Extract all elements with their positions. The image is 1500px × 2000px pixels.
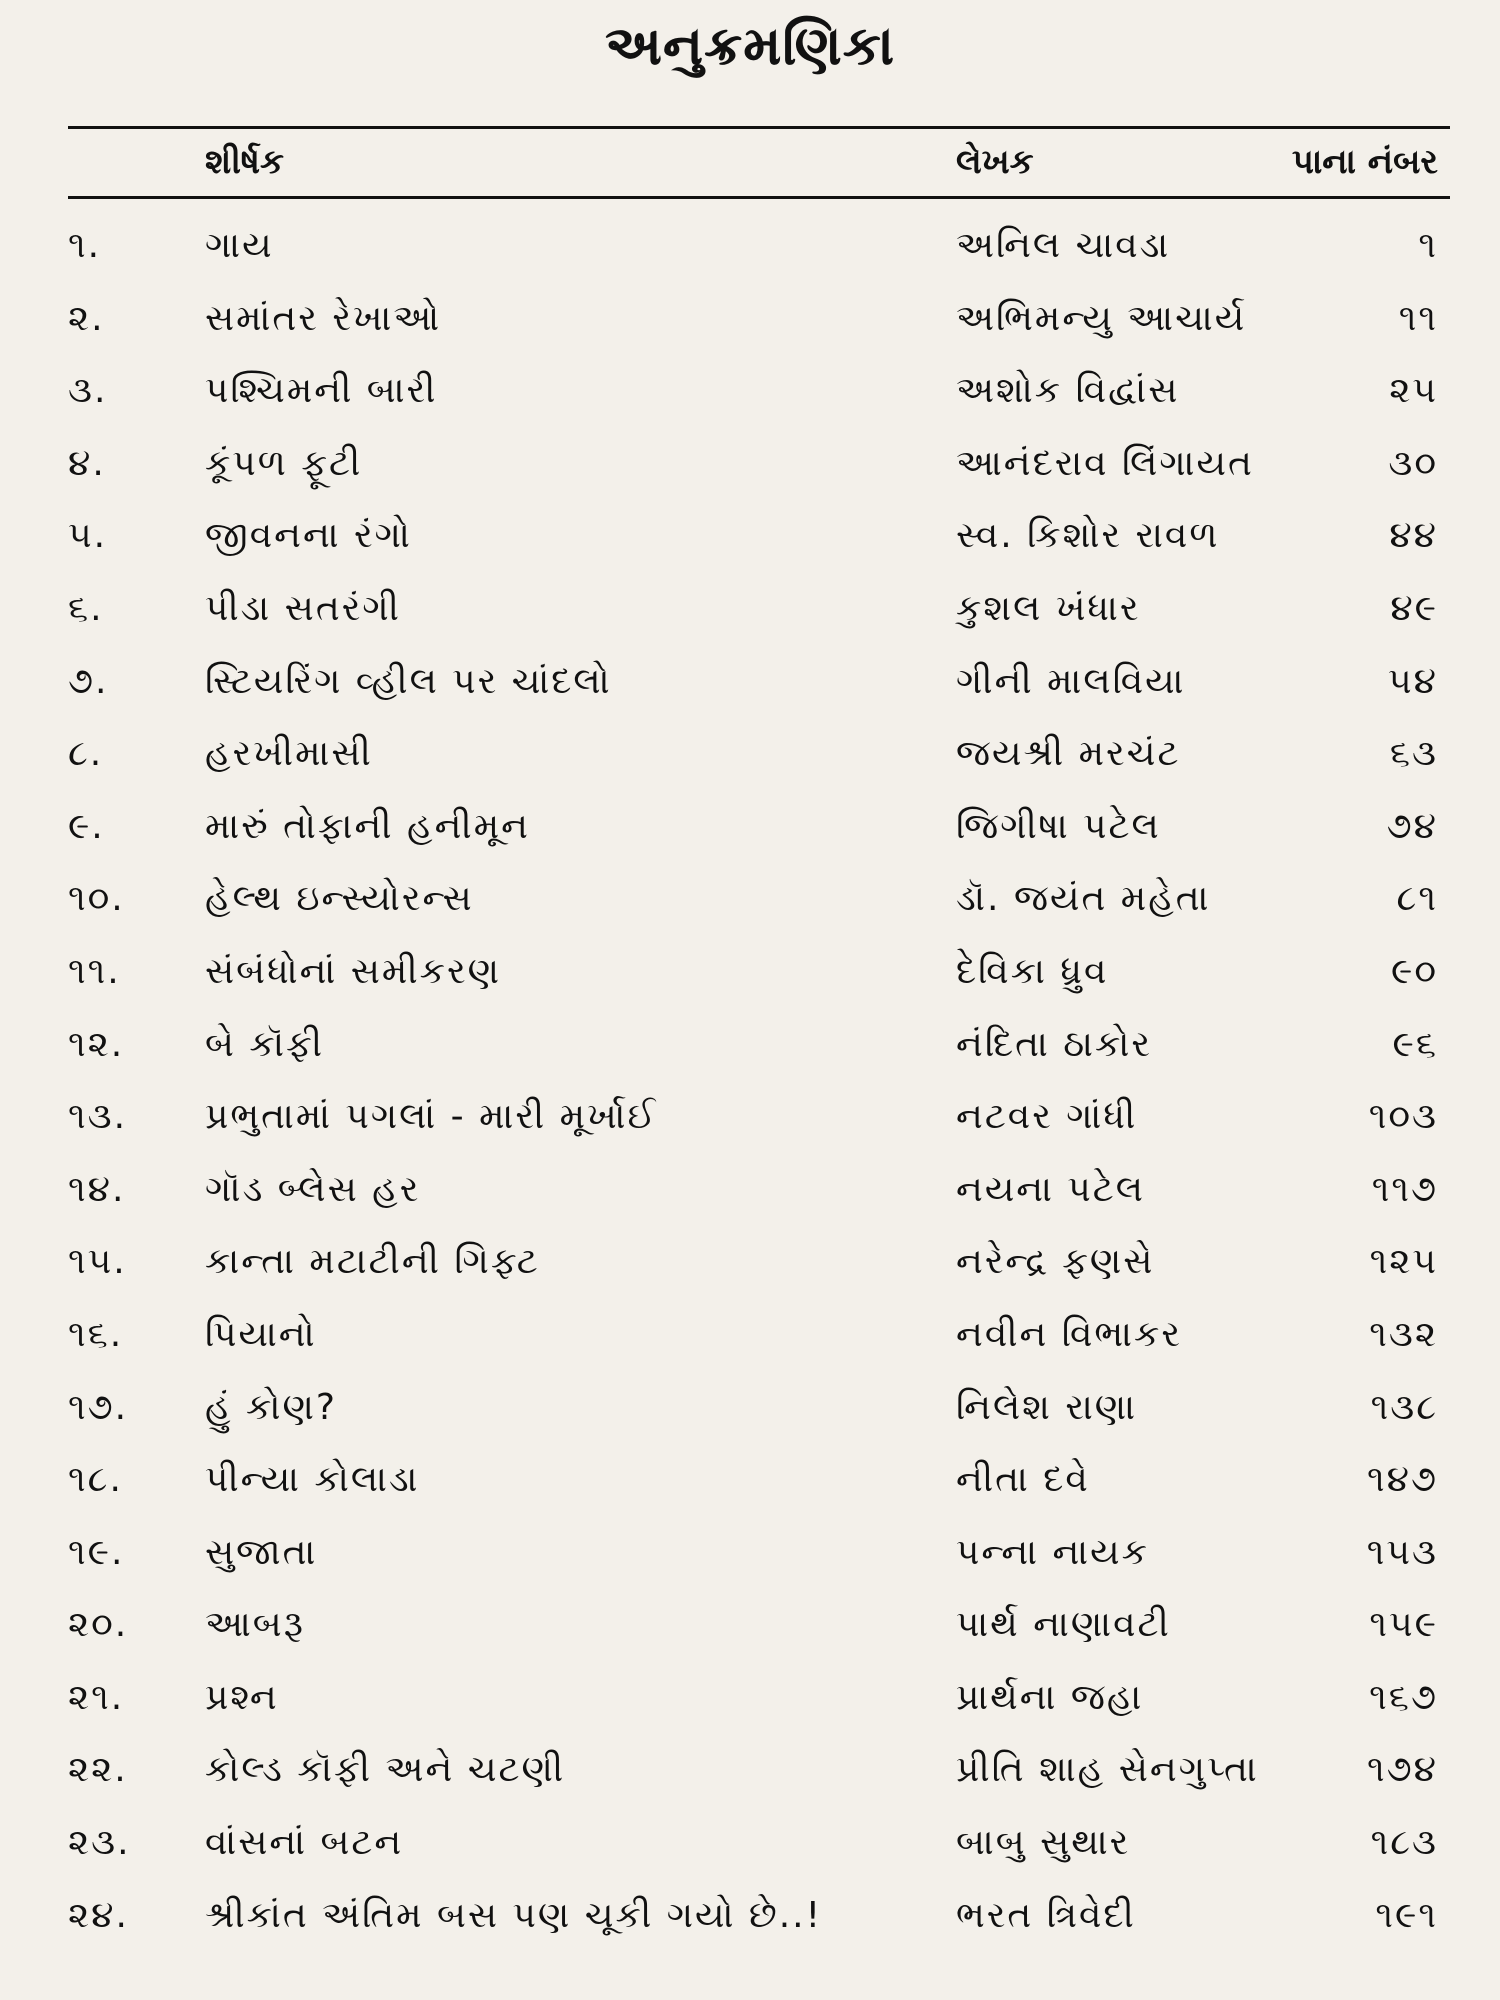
entry-number: ૧૦. <box>68 878 125 920</box>
entry-number: ૮. <box>68 733 104 775</box>
entry-page: ૧૩૮ <box>1370 1386 1438 1428</box>
entry-number: ૨૩. <box>68 1822 131 1864</box>
entry-page: ૧૪૭ <box>1367 1459 1438 1501</box>
entry-author: અનિલ ચાવડા <box>956 225 1171 266</box>
contents-row <box>0 948 1500 1021</box>
entry-number: ૧૪. <box>68 1168 126 1210</box>
entry-author: પ્રાર્થના જહા <box>956 1676 1144 1718</box>
entry-author: અભિમન્યુ આચાર્ય <box>956 297 1247 339</box>
entry-title: હું કોણ? <box>205 1386 337 1428</box>
column-header-title: શીર્ષક <box>205 142 284 182</box>
entry-title: સમાંતર રેખાઓ <box>205 297 442 339</box>
entry-page: ૬૩ <box>1389 733 1438 775</box>
contents-row <box>0 1311 1500 1384</box>
contents-row <box>0 1456 1500 1529</box>
entry-title: બે કૉફી <box>205 1023 325 1065</box>
entry-title: હરખીમાસી <box>205 733 373 775</box>
entry-author: પ્રીતિ શાહ સેનગુપ્તા <box>956 1749 1259 1791</box>
column-header-row <box>0 142 1500 186</box>
entry-author: નવીન વિભાકર <box>956 1313 1183 1355</box>
entry-page: ૧૦૩ <box>1368 1096 1438 1138</box>
entry-page: ૧૭૪ <box>1367 1749 1438 1791</box>
entry-title: આબરૂ <box>205 1604 305 1646</box>
entry-author: કુશલ ખંધાર <box>956 587 1141 629</box>
entry-page: ૮૧ <box>1396 878 1438 920</box>
entry-number: ૨૨. <box>68 1749 128 1791</box>
entry-title: જીવનના રંગો <box>205 515 412 557</box>
entry-title: પશ્ચિમની બારી <box>205 370 438 412</box>
entry-number: ૨૧. <box>68 1676 125 1718</box>
entry-number: ૧૯. <box>68 1531 125 1573</box>
column-header-author: લેખક <box>956 142 1034 182</box>
entry-page: ૧ <box>1418 225 1438 266</box>
entry-author: નીતા દવે <box>956 1459 1090 1501</box>
entry-author: નટવર ગાંધી <box>956 1096 1138 1138</box>
entry-author: નરેન્દ્ર ફણસે <box>956 1241 1155 1283</box>
entry-number: ૨૪. <box>68 1894 129 1936</box>
contents-row <box>0 1601 1500 1674</box>
entry-number: ૬. <box>68 587 104 629</box>
entry-author: ગીની માલવિયા <box>956 660 1186 702</box>
entry-number: ૧૮. <box>68 1459 123 1501</box>
entry-title: કૂંપળ ફૂટી <box>205 442 363 484</box>
contents-row <box>0 658 1500 731</box>
entry-page: ૪૪ <box>1389 515 1438 557</box>
entry-author: બાબુ સુથાર <box>956 1822 1131 1864</box>
entry-number: ૧૭. <box>68 1386 129 1428</box>
entry-title: પિયાનો <box>205 1313 317 1355</box>
entry-page: ૧૧૭ <box>1371 1168 1438 1210</box>
contents-row <box>0 440 1500 513</box>
entry-author: પાર્થ નાણાવટી <box>956 1604 1171 1646</box>
entry-page: ૧૮૩ <box>1370 1822 1438 1864</box>
entry-number: ૨૦. <box>68 1604 129 1646</box>
entry-page: ૧૨૫ <box>1369 1241 1438 1283</box>
entry-page: ૧૫૩ <box>1366 1531 1438 1573</box>
entry-author: અશોક વિદ્વાંસ <box>956 370 1180 412</box>
entry-page: ૧૬૭ <box>1369 1676 1438 1718</box>
entry-number: ૧૫. <box>68 1241 127 1283</box>
entry-number: ૭. <box>68 660 109 702</box>
entry-title: પ્રશ્ન <box>205 1676 279 1718</box>
contents-row <box>0 1892 1500 1965</box>
entry-page: ૩૦ <box>1388 442 1438 484</box>
entry-page: ૧૩૨ <box>1369 1313 1438 1355</box>
entry-page: ૭૪ <box>1386 805 1438 847</box>
entry-author: ડૉ. જયંત મહેતા <box>956 878 1211 920</box>
entry-page: ૯૬ <box>1392 1023 1438 1065</box>
entry-title: કાન્તા મટાટીની ગિફ્ટ <box>205 1241 540 1283</box>
contents-row <box>0 222 1500 295</box>
entry-number: ૧. <box>68 225 102 266</box>
header-top-rule <box>68 126 1450 129</box>
entry-title: હેલ્થ ઇન્સ્યોરન્સ <box>205 878 474 920</box>
contents-row <box>0 730 1500 803</box>
entry-title: શ્રીકાંત અંતિમ બસ પણ ચૂકી ગયો છે..! <box>205 1894 823 1936</box>
contents-list <box>0 222 1500 1964</box>
entry-title: પીડા સતરંગી <box>205 587 401 629</box>
contents-row <box>0 1021 1500 1094</box>
contents-row <box>0 875 1500 948</box>
entry-author: જયશ્રી મરચંટ <box>956 733 1181 775</box>
entry-author: ભરત ત્રિવેદી <box>956 1894 1136 1936</box>
entry-title: સુજાતા <box>205 1531 318 1573</box>
entry-title: મારું તોફાની હનીમૂન <box>205 805 530 847</box>
contents-row <box>0 295 1500 368</box>
entry-author: જિગીષા પટેલ <box>956 805 1161 847</box>
header-bottom-rule <box>68 196 1450 199</box>
entry-title: વાંસનાં બટન <box>205 1822 404 1864</box>
entry-author: આનંદરાવ લિંગાયત <box>956 442 1254 484</box>
contents-row <box>0 1093 1500 1166</box>
entry-number: ૯. <box>68 805 105 847</box>
contents-row <box>0 1746 1500 1819</box>
entry-author: દેવિકા ધ્રુવ <box>956 950 1109 992</box>
entry-title: સંબંધોનાં સમીકરણ <box>205 950 502 992</box>
entry-title: પીન્યા કોલાડા <box>205 1459 420 1501</box>
entry-page: ૪૯ <box>1390 587 1438 629</box>
contents-row <box>0 1238 1500 1311</box>
entry-title: પ્રભુતામાં પગલાં - મારી મૂર્ખાઈ <box>205 1096 658 1138</box>
entry-author: નિલેશ રાણા <box>956 1386 1138 1428</box>
entry-author: નયના પટેલ <box>956 1168 1145 1210</box>
entry-page: ૧૯૧ <box>1375 1894 1438 1936</box>
entry-page: ૨૫ <box>1389 370 1438 412</box>
contents-row <box>0 1384 1500 1457</box>
contents-row <box>0 585 1500 658</box>
entry-page: ૧૧ <box>1398 297 1438 339</box>
contents-row <box>0 1166 1500 1239</box>
entry-author: સ્વ. કિશોર રાવળ <box>956 515 1220 557</box>
entry-page: ૧૫૯ <box>1369 1604 1438 1646</box>
page-title: અનુક્રમણિકા <box>604 14 896 77</box>
entry-number: ૧૧. <box>68 950 121 992</box>
entry-page: ૫૪ <box>1388 660 1438 702</box>
entry-title: કોલ્ડ કૉફી અને ચટણી <box>205 1749 566 1791</box>
entry-number: ૧૬. <box>68 1313 124 1355</box>
entry-number: ૧૩. <box>68 1096 128 1138</box>
entry-title: ગાય <box>205 225 274 266</box>
entry-author: નંદિતા ઠાકોર <box>956 1023 1153 1065</box>
entry-title: સ્ટિયરિંગ વ્હીલ પર ચાંદલો <box>205 660 612 702</box>
entry-number: ૪. <box>68 442 106 484</box>
entry-number: ૩. <box>68 370 108 412</box>
entry-number: ૧૨. <box>68 1023 125 1065</box>
entry-title: ગૉડ બ્લેસ હર <box>205 1168 421 1210</box>
contents-row <box>0 367 1500 440</box>
contents-row <box>0 1674 1500 1747</box>
contents-row <box>0 1529 1500 1602</box>
column-header-page: પાના નંબર <box>1291 142 1438 182</box>
entry-number: ૫. <box>68 515 108 557</box>
contents-row <box>0 803 1500 876</box>
entry-author: પન્ના નાયક <box>956 1531 1150 1573</box>
entry-page: ૯૦ <box>1391 950 1438 992</box>
entry-number: ૨. <box>68 297 105 339</box>
contents-row <box>0 1819 1500 1892</box>
contents-row <box>0 512 1500 585</box>
